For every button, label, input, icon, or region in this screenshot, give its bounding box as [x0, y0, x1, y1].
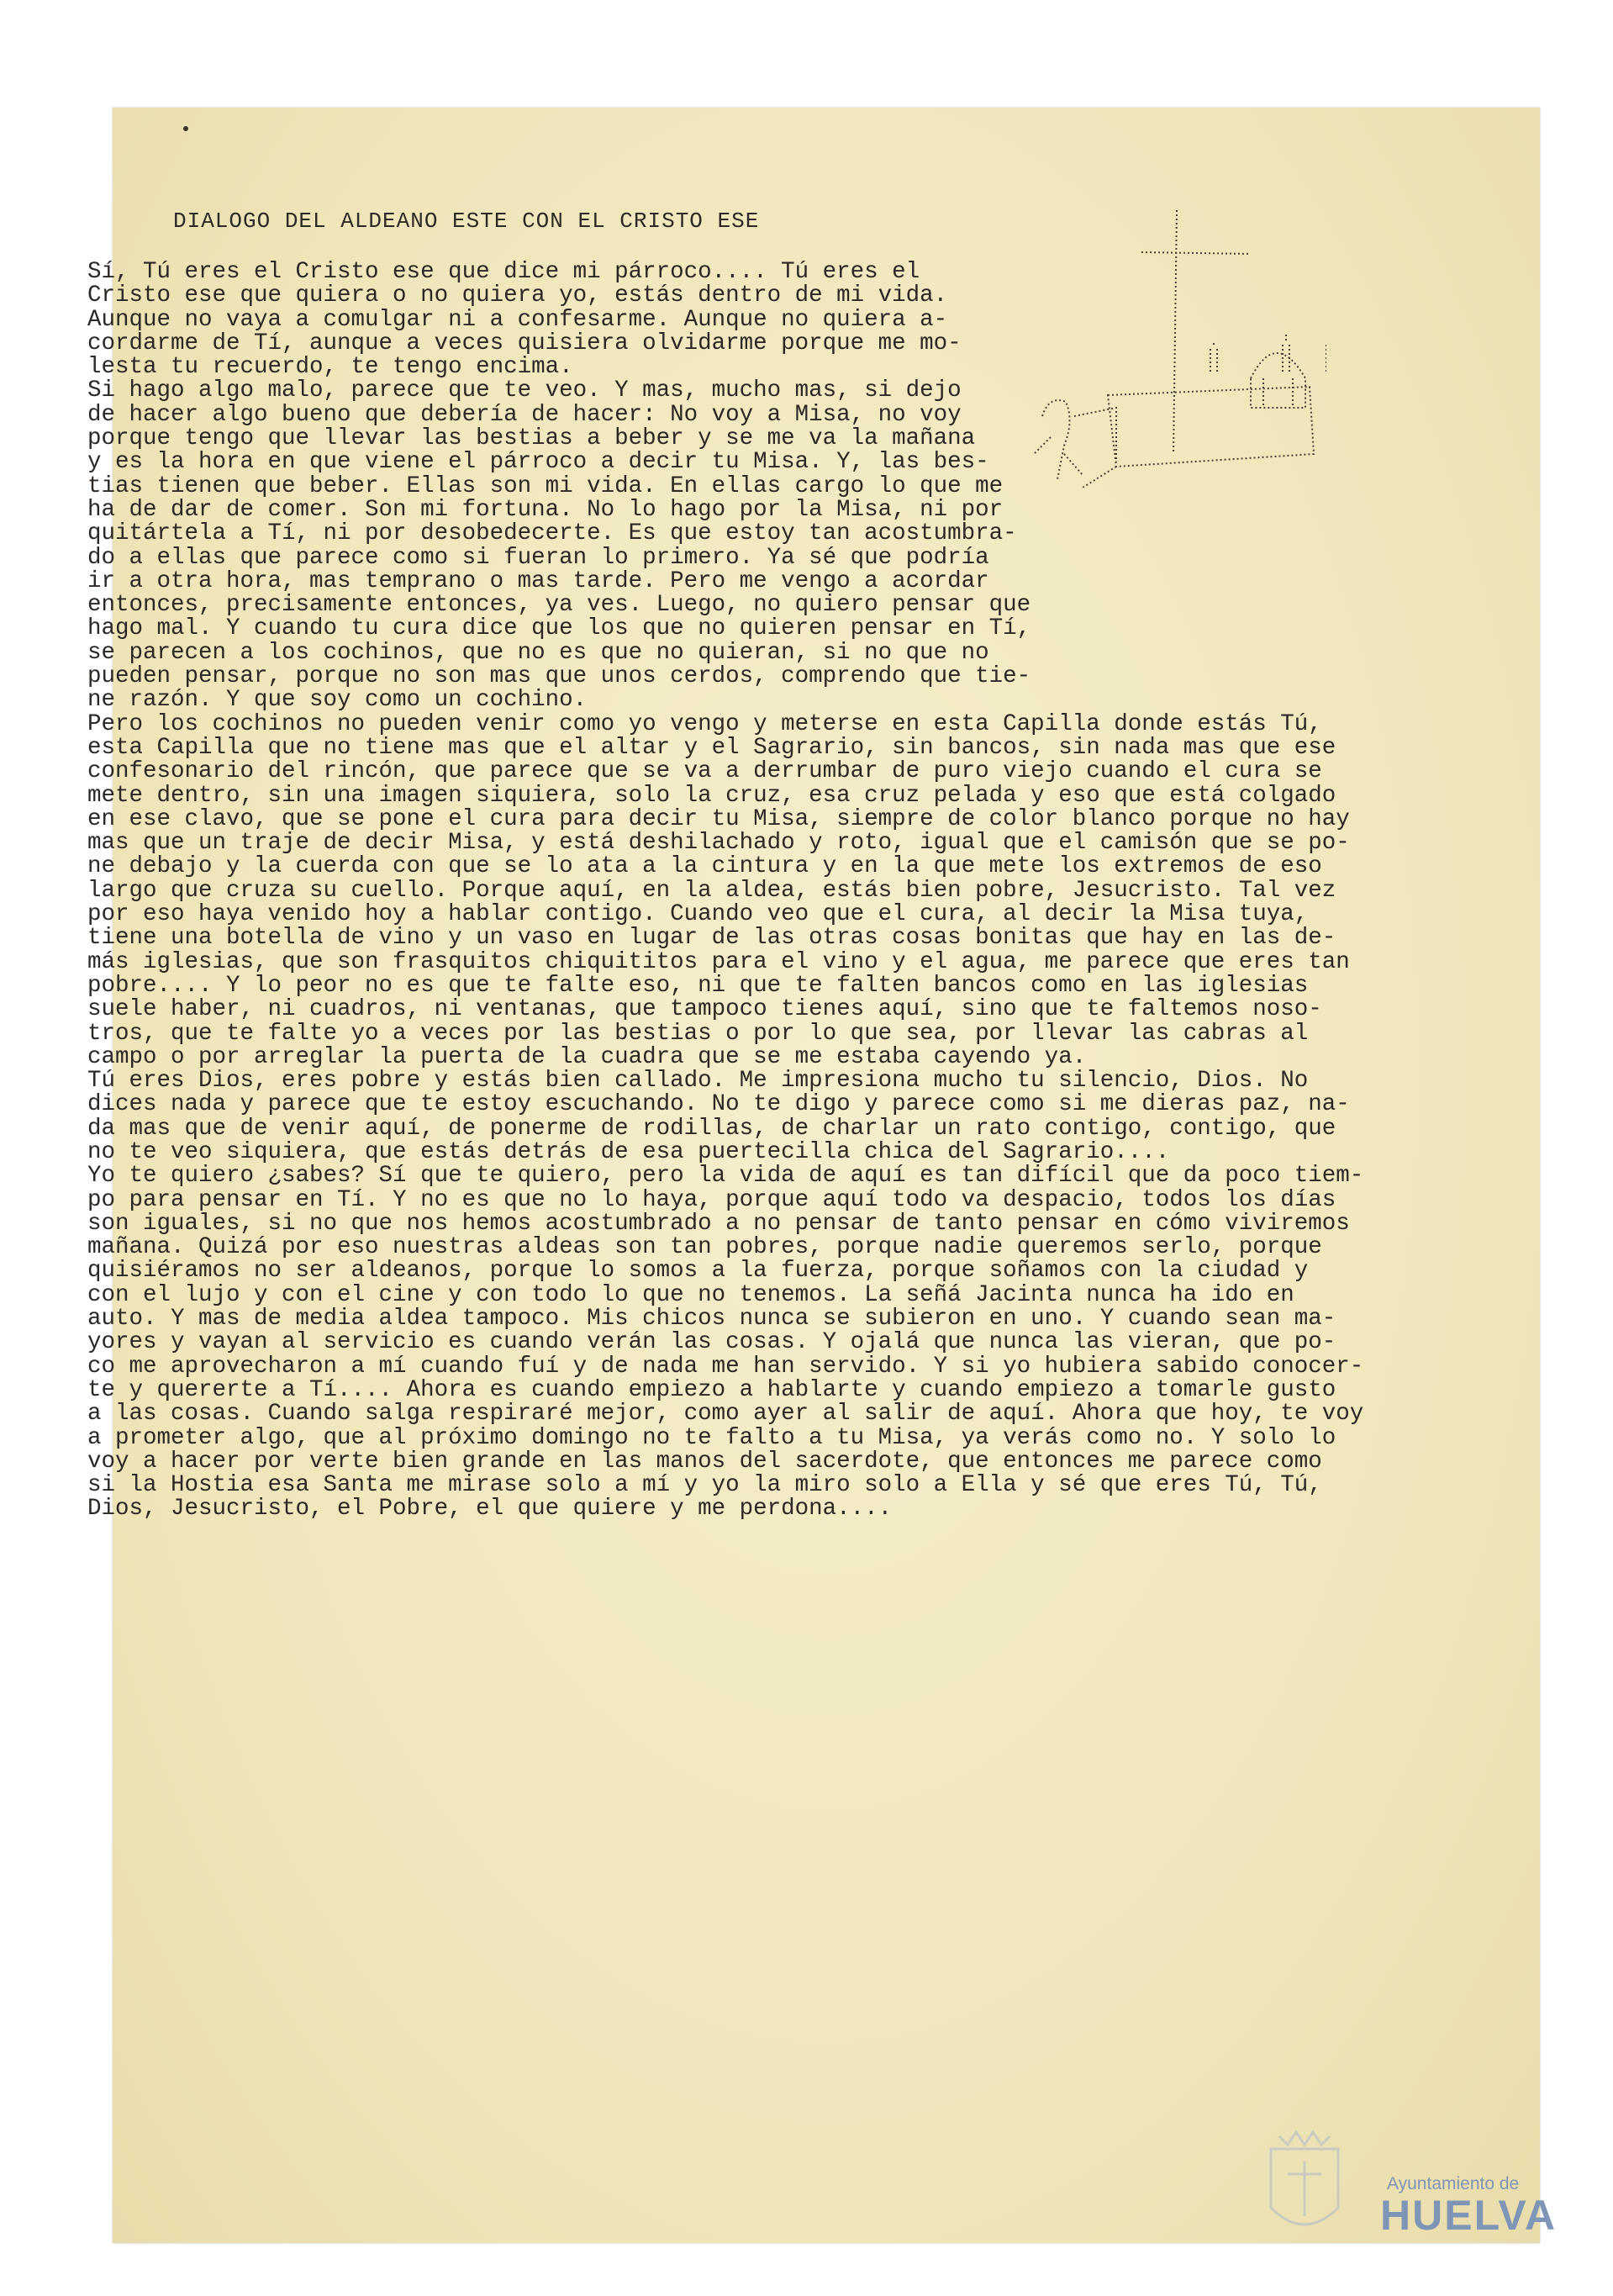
- text-line: porque tengo que llevar las bestias a beber y se me va la mañana: [87, 427, 976, 451]
- text-line: Sí, Tú eres el Cristo ese que dice mi párroco.... Tú eres el: [87, 261, 920, 285]
- text-line: campo o por arreglar la puerta de la cuadra que se me estaba cayendo ya.: [87, 1045, 1087, 1070]
- text-line: son iguales, si no que nos hemos acostumbrado a no pensar de tanto pensar en cómo viviremos: [87, 1211, 1350, 1237]
- text-line: Pero los cochinos no pueden venir como yo vengo y meterse en esta Capilla donde estás Tú,: [87, 712, 1322, 736]
- text-line: cordarme de Tí, aunque a veces quisiera olvidarme porque me mo-: [87, 331, 962, 356]
- text-line: do a ellas que parece como si fueran lo primero. Ya sé que podría: [87, 546, 989, 570]
- text-line: mete dentro, sin una imagen siquiera, solo la cruz, esa cruz pelada y eso que está colgado: [87, 784, 1336, 808]
- text-line: Si hago algo malo, parece que te veo. Y mas, mucho mas, si dejo: [87, 379, 962, 404]
- text-line: dices nada y parece que te estoy escuchando. No te digo y parece como si me dieras paz, na-: [87, 1093, 1350, 1117]
- ink-mark: [183, 126, 188, 131]
- text-line: lesta tu recuerdo, te tengo encima.: [87, 356, 573, 380]
- text-line: Aunque no vaya a comulgar ni a confesarme. Aunque no quiera a-: [87, 308, 948, 332]
- text-line: a prometer algo, que al próximo domingo no te falto a tu Misa, ya verás como no. Y solo lo: [87, 1426, 1336, 1450]
- text-line: si la Hostia esa Santa me mirase solo a mí y yo la miro solo a Ella y sé que eres Tú, Tú,: [87, 1474, 1322, 1498]
- text-line: tros, que te falte yo a veces por las bestias o por lo que sea, por llevar las cabras al: [87, 1021, 1309, 1046]
- text-line: largo que cruza su cuello. Porque aquí, en la aldea, estás bien pobre, Jesucristo. Tal vez: [87, 879, 1336, 904]
- text-line: quitártela a Tí, ni por desobedecerte. Es que estoy tan acostumbra-: [87, 522, 1017, 546]
- text-line: ne debajo y la cuerda con que se lo ata a la cintura y en la que mete los extremos de eso: [87, 855, 1322, 879]
- text-line: entonces, precisamente entonces, ya ves. Luego, no quiero pensar que: [87, 594, 1031, 618]
- text-line: a las cosas. Cuando salga respiraré mejor, como ayer al salir de aquí. Ahora que hoy, te voy: [87, 1402, 1364, 1427]
- text-line: tias tienen que beber. Ellas son mi vida. En ellas cargo lo que me: [87, 474, 1004, 499]
- text-line: más iglesias, que son frasquitos chiquititos para el vino y el agua, me parece que eres tan: [87, 950, 1350, 974]
- text-line: te y quererte a Tí.... Ahora es cuando empiezo a hablarte y cuando empiezo a tomarle gusto: [87, 1378, 1336, 1403]
- watermark-line-2: HUELVA: [1380, 2192, 1558, 2239]
- text-line: ne razón. Y que soy como un cochino.: [87, 689, 588, 713]
- text-line: ir a otra hora, mas temprano o mas tarde. Pero me vengo a acordar: [87, 569, 989, 594]
- altar-sketch-illustration: [1024, 202, 1326, 488]
- text-line: hago mal. Y cuando tu cura dice que los que no quieren pensar en Tí,: [87, 617, 1031, 641]
- text-line: por eso haya venido hoy a hablar contigo. Cuando veo que el cura, al decir la Misa tuya,: [87, 903, 1309, 927]
- text-line: se parecen a los cochinos, que no es que no quieran, si no que no: [87, 641, 989, 666]
- cross-vertical: [1173, 210, 1177, 454]
- text-line: esta Capilla que no tiene mas que el altar y el Sagrario, sin bancos, sin nada mas que ese: [87, 736, 1336, 761]
- document-title: DIALOGO DEL ALDEANO ESTE CON EL CRISTO ESE: [173, 208, 760, 234]
- watermark-line-1: Ayuntamiento de: [1387, 2174, 1520, 2193]
- text-line: Tú eres Dios, eres pobre y estás bien callado. Me impresiona mucho tu silencio, Dios. No: [87, 1069, 1309, 1094]
- text-line: en ese clavo, que se pone el cura para decir tu Misa, siempre de color blanco porque no hay: [87, 807, 1350, 832]
- text-line: y es la hora en que viene el párroco a decir tu Misa. Y, las bes-: [87, 451, 989, 475]
- text-line: Cristo ese que quiera o no quiera yo, estás dentro de mi vida.: [87, 284, 948, 309]
- text-line: voy a hacer por verte bien grande en las manos del sacerdote, que entonces me parece como: [87, 1449, 1322, 1475]
- text-line: co me aprovecharon a mí cuando fuí y de nada me han servido. Y si yo hubiera sabido conocer-: [87, 1354, 1364, 1379]
- text-line: mas que un traje de decir Misa, y está deshilachado y roto, igual que el camisón que se po-: [87, 831, 1350, 856]
- text-line: quisiéramos no ser aldeanos, porque lo somos a la fuerza, porque soñamos con la ciudad y: [87, 1259, 1309, 1284]
- text-line: da mas que de venir aquí, de ponerme de rodillas, de charlar un rato contigo, contigo, que: [87, 1116, 1336, 1141]
- text-line: auto. Y mas de media aldea tampoco. Mis chicos nunca se subieron en uno. Y cuando sean ma-: [87, 1307, 1336, 1332]
- text-line: tiene una botella de vino y un vaso en lugar de las otras cosas bonitas que hay en las de-: [87, 926, 1336, 951]
- text-line: Dios, Jesucristo, el Pobre, el que quiere y me perdona....: [87, 1497, 893, 1522]
- text-line: no te veo siquiera, que estás detrás de esa puertecilla chica del Sagrario....: [87, 1140, 1170, 1165]
- text-line: confesonario del rincón, que parece que se va a derrumbar de puro viejo cuando el cura se: [87, 760, 1322, 784]
- text-line: yores y vayan al servicio es cuando verán las cosas. Y ojalá que nunca las vieran, que po-: [87, 1331, 1336, 1355]
- text-line: po para pensar en Tí. Y no es que no lo haya, porque aquí todo va despacio, todos los días: [87, 1188, 1336, 1212]
- text-line: Yo te quiero ¿sabes? Sí que te quiero, pero la vida de aquí es tan difícil que da poco tiem-: [87, 1164, 1364, 1189]
- text-line: de hacer algo bueno que debería de hacer: No voy a Misa, no voy: [87, 403, 962, 428]
- text-line: suele haber, ni cuadros, ni ventanas, que tampoco tienes aquí, sino que te faltemos noso-: [87, 998, 1322, 1022]
- cross-horizontal: [1141, 252, 1251, 254]
- text-line: con el lujo y con el cine y con todo lo que no tenemos. La señá Jacinta nunca ha ido en: [87, 1283, 1294, 1308]
- text-line: mañana. Quizá por eso nuestras aldeas son tan pobres, porque nadie queremos serlo, porque: [87, 1236, 1322, 1260]
- text-line: pueden pensar, porque no son mas que unos cerdos, comprendo que tie-: [87, 665, 1031, 689]
- text-line: pobre.... Y lo peor no es que te falte eso, ni que te falten bancos como en las iglesias: [87, 974, 1309, 999]
- text-line: ha de dar de comer. Son mi fortuna. No lo hago por la Misa, ni por: [87, 498, 1004, 523]
